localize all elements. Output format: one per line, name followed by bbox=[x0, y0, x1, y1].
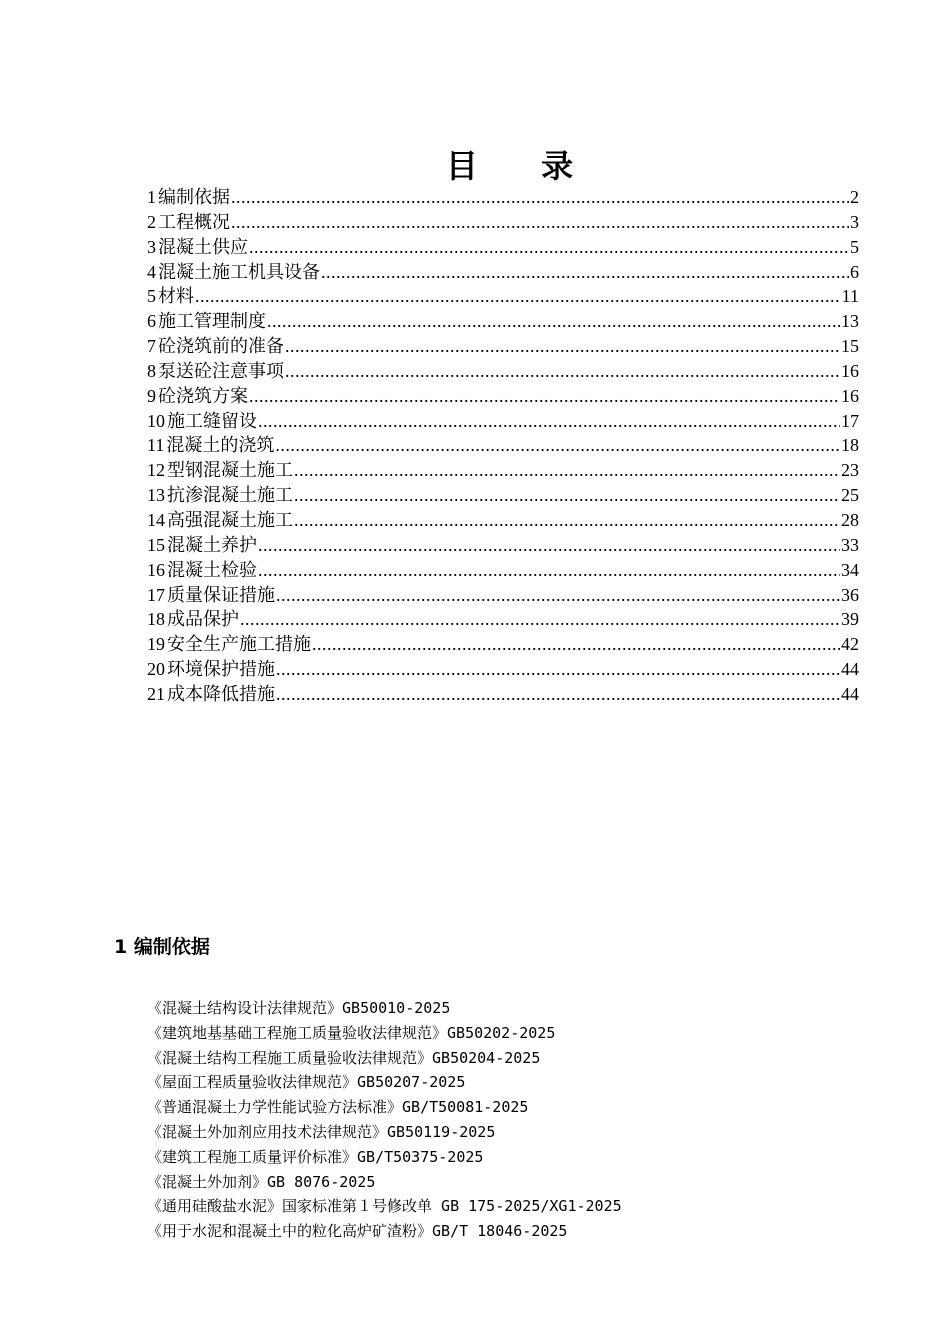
toc-entry-label: 混凝土供应 bbox=[158, 236, 248, 257]
toc-entry[interactable] bbox=[147, 632, 859, 657]
toc-entry[interactable] bbox=[147, 309, 859, 334]
reference-item: 《混凝土结构设计法律规范》GB50010-2025 bbox=[147, 999, 451, 1017]
toc-entry[interactable] bbox=[147, 334, 859, 359]
toc-dot-leader bbox=[231, 185, 849, 210]
section-heading: 1 编制依据 bbox=[114, 936, 210, 958]
toc-dot-leader bbox=[249, 384, 840, 409]
toc-entry-label: 材料 bbox=[158, 286, 194, 307]
toc-entry[interactable] bbox=[147, 433, 859, 458]
toc-entry[interactable] bbox=[147, 260, 859, 285]
toc-entry-number: 17 bbox=[147, 584, 165, 605]
toc-entry[interactable] bbox=[147, 284, 859, 309]
toc-entry[interactable] bbox=[147, 657, 859, 682]
toc-dot-leader bbox=[231, 210, 849, 235]
toc-entry-page: 23 bbox=[841, 460, 859, 481]
toc-entry-number: 2 bbox=[147, 211, 156, 232]
toc-entry-page: 13 bbox=[841, 311, 859, 332]
toc-entry-number: 13 bbox=[147, 485, 165, 506]
toc-dot-leader bbox=[276, 583, 840, 608]
toc-entry-number: 9 bbox=[147, 385, 156, 406]
toc-dot-leader bbox=[276, 682, 840, 707]
toc-entry-page: 34 bbox=[841, 559, 859, 580]
toc-entry-number: 5 bbox=[147, 286, 156, 307]
toc-entry-label: 混凝土养护 bbox=[167, 534, 257, 555]
toc-entry-label: 砼浇筑方案 bbox=[158, 385, 248, 406]
toc-entry-label: 混凝土施工机具设备 bbox=[158, 261, 320, 282]
toc-entry-number: 15 bbox=[147, 534, 165, 555]
reference-item: 《混凝土结构工程施工质量验收法律规范》GB50204-2025 bbox=[147, 1048, 541, 1067]
toc-entry-page: 15 bbox=[841, 336, 859, 357]
toc-entry[interactable] bbox=[147, 483, 859, 508]
toc-entry-number: 21 bbox=[147, 683, 165, 704]
toc-entry-page: 2 bbox=[850, 187, 859, 207]
toc-entry-page: 3 bbox=[850, 211, 859, 232]
toc-dot-leader bbox=[258, 558, 840, 583]
toc-entry[interactable] bbox=[147, 185, 859, 210]
toc-entry-number: 20 bbox=[147, 659, 165, 680]
reference-item: 《普通混凝土力学性能试验方法标准》GB/T50081-2025 bbox=[147, 1098, 529, 1117]
toc-entry-number: 6 bbox=[147, 311, 156, 332]
toc-entry-page: 39 bbox=[841, 609, 859, 630]
toc-entry-page: 17 bbox=[841, 410, 859, 431]
toc-entry-label: 质量保证措施 bbox=[167, 584, 275, 605]
toc-entry-label: 施工缝留设 bbox=[167, 410, 257, 431]
toc-entry-page: 42 bbox=[841, 634, 859, 655]
toc-dot-leader bbox=[294, 458, 840, 483]
toc-dot-leader bbox=[285, 359, 840, 384]
toc-dot-leader bbox=[276, 657, 840, 682]
toc-entry[interactable] bbox=[147, 384, 859, 409]
toc-dot-leader bbox=[267, 309, 840, 334]
toc-dot-leader bbox=[249, 235, 849, 260]
toc-entry-number: 12 bbox=[147, 460, 165, 481]
reference-item: 《屋面工程质量验收法律规范》GB50207-2025 bbox=[147, 1073, 466, 1092]
toc-dot-leader bbox=[195, 284, 841, 309]
toc-entry-number: 4 bbox=[147, 261, 156, 282]
toc-entry-label: 混凝土检验 bbox=[167, 559, 257, 580]
toc-entry[interactable] bbox=[147, 682, 859, 707]
toc-entry-page: 18 bbox=[841, 435, 859, 456]
toc-entry-label: 混凝土的浇筑 bbox=[166, 435, 275, 456]
table-of-contents bbox=[147, 185, 859, 707]
toc-entry-page: 16 bbox=[841, 360, 859, 381]
toc-entry[interactable] bbox=[147, 235, 859, 260]
toc-entry-page: 11 bbox=[841, 286, 859, 307]
toc-title: 目 录 bbox=[445, 147, 600, 186]
toc-entry-label: 工程概况 bbox=[158, 211, 230, 232]
toc-entry[interactable] bbox=[147, 558, 859, 583]
toc-entry-label: 型钢混凝土施工 bbox=[167, 460, 293, 481]
toc-entry-page: 36 bbox=[841, 584, 859, 605]
toc-entry-number: 3 bbox=[147, 236, 156, 257]
toc-entry[interactable] bbox=[147, 583, 859, 608]
toc-entry-page: 5 bbox=[850, 236, 859, 257]
toc-dot-leader bbox=[240, 607, 840, 632]
toc-dot-leader bbox=[285, 334, 840, 359]
toc-entry-label: 成本降低措施 bbox=[167, 683, 275, 704]
toc-dot-leader bbox=[312, 632, 840, 657]
toc-entry-number: 18 bbox=[147, 609, 165, 630]
toc-dot-leader bbox=[258, 409, 840, 434]
toc-entry[interactable] bbox=[147, 533, 859, 558]
toc-entry-number: 8 bbox=[147, 360, 156, 381]
toc-entry-label: 成品保护 bbox=[167, 609, 239, 630]
reference-item: 《通用硅酸盐水泥》国家标准第１号修改单 GB 175-2025/XG1-2025 bbox=[147, 1197, 622, 1216]
reference-item: 《混凝土外加剂应用技术法律规范》GB50119-2025 bbox=[147, 1122, 496, 1141]
toc-entry-label: 砼浇筑前的准备 bbox=[158, 336, 284, 357]
toc-entry[interactable] bbox=[147, 359, 859, 384]
toc-entry[interactable] bbox=[147, 210, 859, 235]
toc-entry-label: 施工管理制度 bbox=[158, 311, 266, 332]
toc-entry-number: 10 bbox=[147, 410, 165, 431]
toc-entry-number: 16 bbox=[147, 559, 165, 580]
toc-dot-leader bbox=[258, 533, 840, 558]
toc-entry-number: 7 bbox=[147, 336, 156, 357]
toc-entry-number: 1 bbox=[147, 187, 156, 207]
toc-entry-label: 抗渗混凝土施工 bbox=[167, 485, 293, 506]
reference-item: 《建筑工程施工质量评价标准》GB/T50375-2025 bbox=[147, 1147, 484, 1166]
reference-item: 《建筑地基基础工程施工质量验收法律规范》GB50202-2025 bbox=[147, 1023, 556, 1042]
toc-entry-page: 44 bbox=[841, 659, 859, 680]
toc-entry[interactable] bbox=[147, 607, 859, 632]
toc-entry[interactable] bbox=[147, 458, 859, 483]
toc-entry-page: 44 bbox=[841, 683, 859, 704]
toc-entry-page: 33 bbox=[841, 534, 859, 555]
toc-dot-leader bbox=[275, 433, 840, 458]
toc-entry-page: 28 bbox=[841, 509, 859, 530]
toc-entry[interactable] bbox=[147, 508, 859, 533]
toc-entry-number: 14 bbox=[147, 509, 165, 530]
toc-entry-number: 11 bbox=[147, 435, 165, 456]
toc-entry-page: 16 bbox=[841, 385, 859, 406]
toc-entry-label: 编制依据 bbox=[158, 187, 230, 207]
reference-item: 《混凝土外加剂》GB 8076-2025 bbox=[147, 1172, 376, 1191]
toc-entry-label: 环境保护措施 bbox=[167, 659, 275, 680]
toc-dot-leader bbox=[321, 260, 849, 285]
toc-entry[interactable] bbox=[147, 409, 859, 434]
reference-list bbox=[147, 996, 622, 1244]
toc-entry-label: 高强混凝土施工 bbox=[167, 509, 293, 530]
toc-entry-page: 25 bbox=[841, 485, 859, 506]
toc-entry-label: 泵送砼注意事项 bbox=[158, 360, 284, 381]
toc-entry-label: 安全生产施工措施 bbox=[167, 634, 311, 655]
toc-entry-page: 6 bbox=[850, 261, 859, 282]
toc-dot-leader bbox=[294, 508, 840, 533]
toc-entry-number: 19 bbox=[147, 634, 165, 655]
reference-item: 《用于水泥和混凝土中的粒化高炉矿渣粉》GB/T 18046-2025 bbox=[147, 1222, 568, 1241]
toc-dot-leader bbox=[294, 483, 840, 508]
